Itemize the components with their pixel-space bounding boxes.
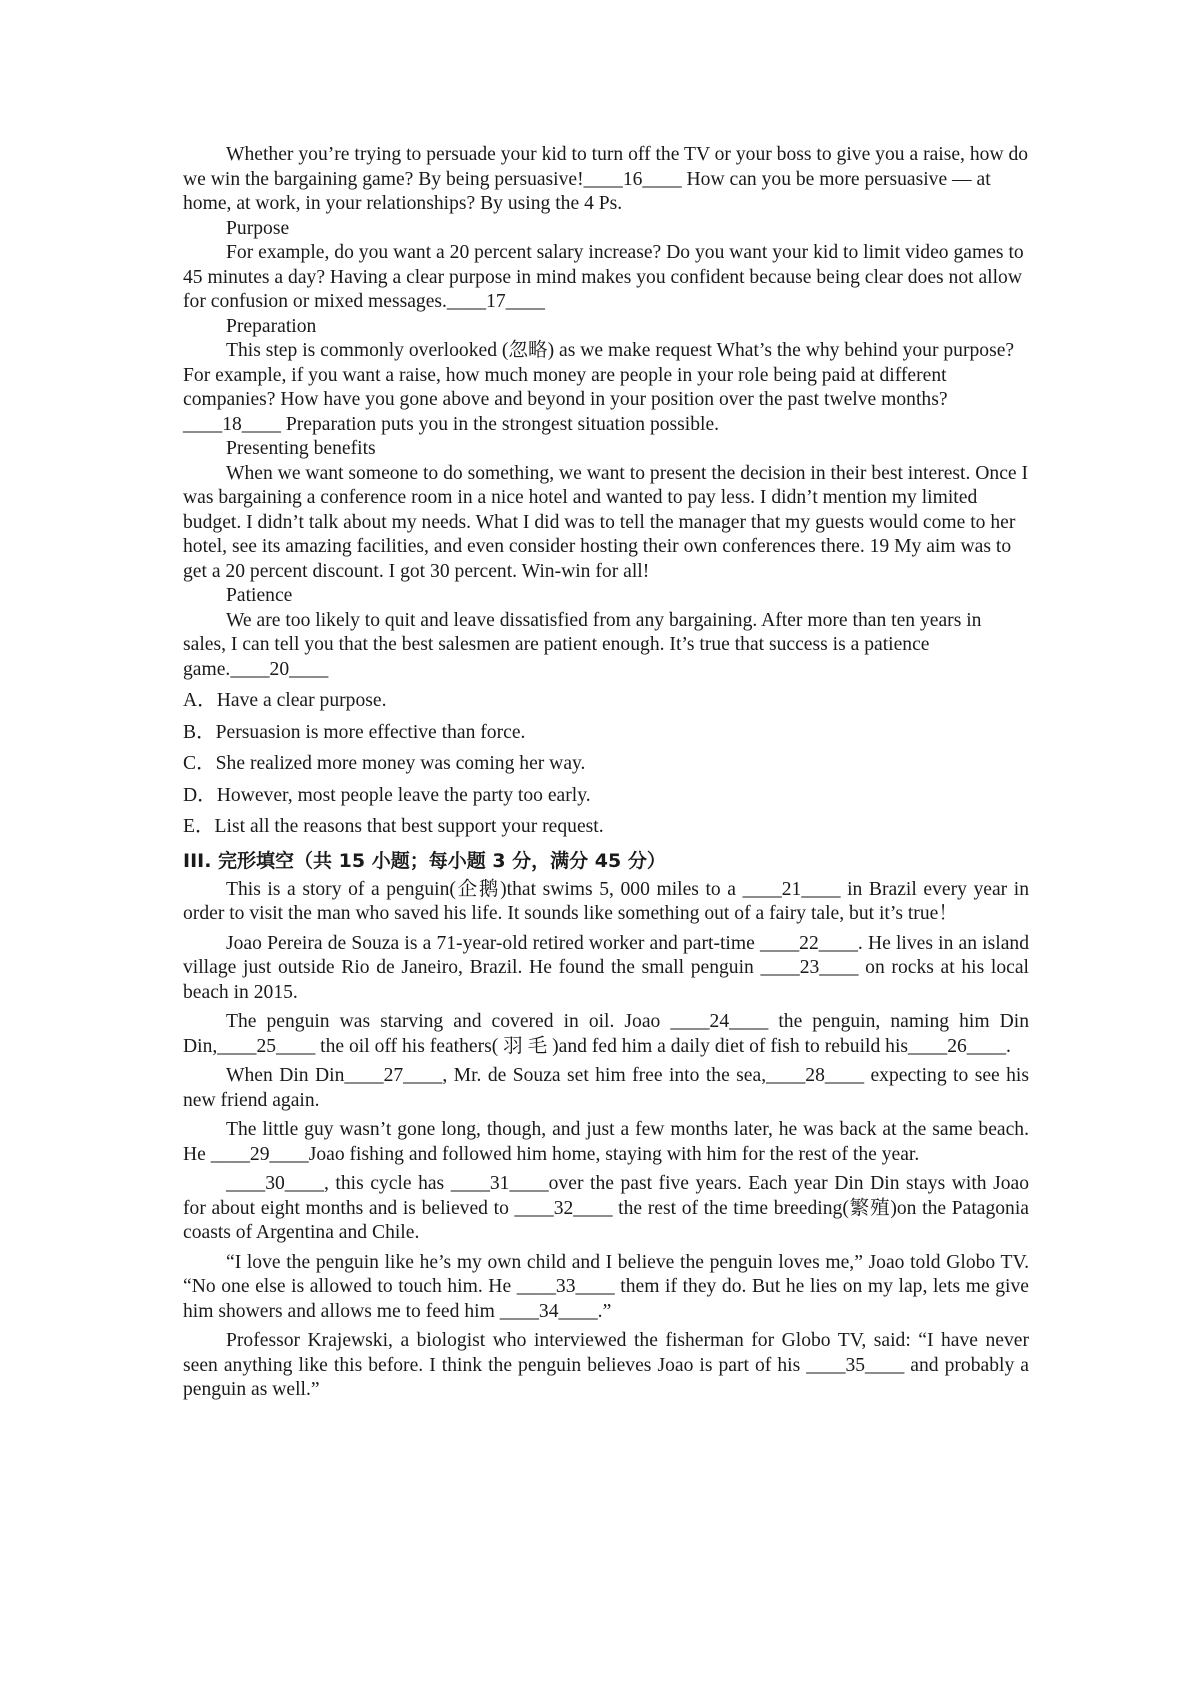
heading-purpose: Purpose [226, 217, 290, 239]
paragraph-presenting-benefits: When we want someone to do something, we want to present the decision in their best interest. Once I was bargaining a conference room in a nice hotel and wanted to pay less. I didn’t mention my limited budget. I didn’t talk about my needs. What I did was to tell the manager that my guests would come to her hotel, see its amazing facilities, and even consider hosting their own conferences there. 19 My aim was to get a 20 percent discount. I got 30 percent. Win-win for all! [183, 462, 1029, 582]
option-e: E．List all the reasons that best support your request. [183, 816, 604, 837]
heading-presenting-benefits: Presenting benefits [226, 438, 376, 459]
cloze-paragraph: ____30____, this cycle has ____31____over the past five years. Each year Din Din stays with Joao for about eight months and is believed to ____32____ the rest of the time breeding(繁殖)on the Patagonia coasts of Argentina and Chile. [183, 1173, 1029, 1243]
heading-patience: Patience [226, 585, 293, 606]
cloze-paragraph: “I love the penguin like he’s my own child and I believe the penguin loves me,” Joao told Globo TV. “No one else is allowed to touch him. He ____33____ them if they do. But he lies on my lap, lets me give him showers and allows me to feed him ____34____.” [183, 1251, 1029, 1322]
paragraph-purpose: For example, do you want a 20 percent salary increase? Do you want your kid to limit video games to 45 minutes a day? Having a clear purpose in mind makes you confident because being clear does not allow for confusion or mixed messages.____17____ [183, 242, 1024, 312]
heading-preparation: Preparation [226, 315, 317, 337]
cloze-paragraph: Joao Pereira de Souza is a 71-year-old retired worker and part-time ____22____. He lives in an island village just outside Rio de Janeiro, Brazil. He found the small penguin ____23____ on rocks at his local beach in 2015. [183, 932, 1029, 1003]
exam-page [183, 143, 1029, 1403]
paragraph-preparation: This step is commonly overlooked (忽略) as we make request What’s the why behind your purpose? For example, if you want a raise, how much money are people in your role being paid at different companies? How have you gone above and beyond in your position over the past twelve months?____18____ Preparation puts you in the strongest situation possible. [183, 340, 1015, 435]
cloze-passage [183, 878, 1029, 1403]
option-c: C．She realized more money was coming her way. [183, 753, 586, 774]
passage-intro: Whether you’re trying to persuade your kid to turn off the TV or your boss to give you a raise, how do we win the bargaining game? By being persuasive!____16____ How can you be more persuasive — at home, at work, in your relationships? By using the 4 Ps. [183, 144, 1029, 214]
cloze-paragraph: Professor Krajewski, a biologist who interviewed the fisherman for Globo TV, said: “I have never seen anything like this before. I think the penguin believes Joao is part of his ____35____ and probably a penguin as well.” [183, 1330, 1029, 1400]
section-heading-cloze: III. 完形填空（共 15 小题；每小题 3 分，满分 45 分） [183, 849, 666, 872]
option-d: D．However, most people leave the party too early. [183, 784, 591, 806]
cloze-paragraph: The little guy wasn’t gone long, though, and just a few months later, he was back at the same beach. He ____29____Joao fishing and followed him home, staying with him for the rest of the year. [183, 1119, 1029, 1165]
cloze-paragraph: When Din Din____27____, Mr. de Souza set him free into the sea,____28____ expecting to see his new friend again. [183, 1065, 1029, 1111]
option-a: A．Have a clear purpose. [183, 690, 387, 711]
option-b: B．Persuasion is more effective than force. [183, 721, 526, 743]
cloze-paragraph: The penguin was starving and covered in oil. Joao ____24____ the penguin, naming him Din Din,____25____ the oil off his feathers( 羽 毛 )and fed him a daily diet of fish to rebuild his____26____. [183, 1011, 1029, 1057]
cloze-paragraph: This is a story of a penguin(企鹅)that swims 5, 000 miles to a ____21____ in Brazil every year in order to visit the man who saved his life. It sounds like something out of a fairy tale, but it’s true！ [183, 878, 1029, 924]
paragraph-patience: We are too likely to quit and leave dissatisfied from any bargaining. After more than ten years in sales, I can tell you that the best salesmen are patient enough. It’s true that success is a patience game.____20____ [183, 609, 982, 680]
answer-options [183, 689, 1029, 840]
